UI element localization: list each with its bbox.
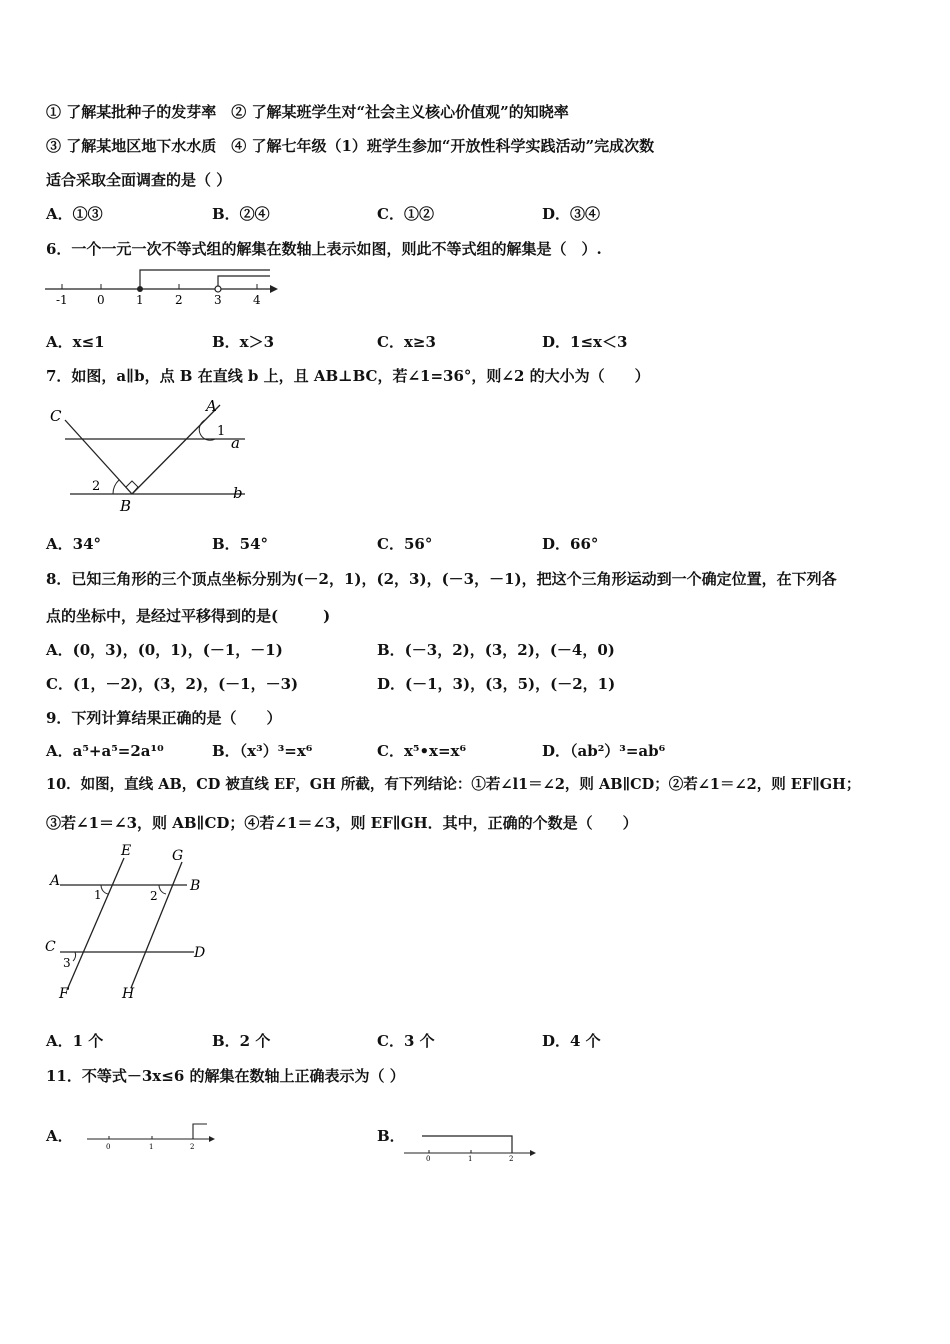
q7-label-line-b: b	[233, 484, 243, 502]
q6-option-b: B．x＞3	[212, 333, 275, 351]
q10-label-e: E	[121, 843, 132, 859]
q7-label-line-a: a	[231, 434, 240, 452]
q6-option-c: C．x≥3	[377, 333, 436, 351]
q11-stem: 11．不等式－3x≤6 的解集在数轴上正确表示为（ ）	[46, 1067, 405, 1085]
q7-stem: 7．如图，a∥b，点 B 在直线 b 上，且 AB⊥BC，若∠1=36°，则∠2 的大小为（ ）	[46, 367, 650, 385]
q10-label-d: D	[194, 945, 206, 961]
q5-line3: 适合采取全面调查的是（ ）	[46, 171, 232, 189]
q10-label-b: B	[190, 878, 201, 894]
q10-stem-line1: 10．如图，直线 AB，CD 被直线 EF，GH 所截，有下列结论：①若∠l1＝∠2，则 AB∥CD；②若∠1＝∠2，则 EF∥GH；	[46, 776, 861, 793]
q5-line1: ① 了解某批种子的发芽率 ② 了解某班学生对“社会主义核心价值观”的知晓率	[46, 103, 569, 121]
q7-label-angle-1: 1	[217, 424, 226, 439]
q11-b-tick-label: 2	[509, 1155, 514, 1163]
q11-a-tick-label: 0	[106, 1143, 111, 1151]
q7-option-b: B．54°	[212, 535, 269, 553]
q10-label-g: G	[172, 848, 184, 864]
q6-option-d: D．1≤x＜3	[542, 333, 628, 351]
q7-option-c: C．56°	[377, 535, 433, 553]
q6-tick-label: 0	[97, 293, 105, 307]
q7-option-d: D．66°	[542, 535, 599, 553]
q8-option-a: A．(0，3)，(0，1)，(－1，－1)	[46, 641, 283, 659]
q5-option-b: B．②④	[212, 205, 270, 223]
q10-label-c: C	[45, 939, 56, 955]
q10-label-angle-3: 3	[63, 956, 71, 970]
q7-label-angle-2: 2	[92, 479, 101, 494]
q5-line2: ③ 了解某地区地下水水质 ④ 了解七年级（1）班学生参加“开放性科学实践活动”完成次数	[46, 137, 655, 155]
q8-option-d: D．(－1，3)，(3，5)，(－2，1)	[377, 675, 616, 693]
q8-stem-line1: 8．已知三角形的三个顶点坐标分别为(－2，1)，(2，3)，(－3，－1)，把这个三角形运动到一个确定位置，在下列各	[46, 570, 837, 588]
q7-option-a: A．34°	[46, 535, 102, 553]
q9-option-c: C．x⁵•x=x⁶	[377, 742, 467, 760]
q11-b-tick-label: 1	[468, 1155, 473, 1163]
q10-option-a: A．1 个	[46, 1032, 104, 1050]
q10-figure	[42, 840, 217, 1008]
q6-number-line	[40, 262, 280, 307]
q11-number-line-b	[402, 1128, 542, 1164]
q7-figure	[45, 395, 255, 520]
q8-option-c: C．(1，－2)，(3，2)，(－1，－3)	[46, 675, 299, 693]
q10-label-f: F	[59, 986, 69, 1002]
q5-option-a: A．①③	[46, 205, 103, 223]
q6-tick-label: 1	[136, 293, 144, 307]
q10-stem-line2: ③若∠1＝∠3，则 AB∥CD；④若∠1＝∠3，则 EF∥GH．其中，正确的个数是（ ）	[46, 814, 638, 832]
q11-b-tick-label: 0	[426, 1155, 431, 1163]
q11-number-line-a	[85, 1118, 220, 1154]
q10-label-angle-1: 1	[94, 888, 102, 902]
q8-option-b: B．(－3，2)，(3，2)，(－4，0)	[377, 641, 615, 659]
q7-label-c: C	[50, 407, 62, 425]
q11-option-a-label: A．	[46, 1127, 73, 1145]
q5-option-c: C．①②	[377, 205, 434, 223]
q10-option-d: D．4 个	[542, 1032, 601, 1050]
q7-label-a-point: A	[206, 397, 217, 415]
q9-option-d: D．（ab²）³=ab⁶	[542, 742, 666, 760]
q6-tick-label: 3	[214, 293, 222, 307]
q6-tick-label: 2	[175, 293, 183, 307]
q10-label-angle-2: 2	[150, 889, 158, 903]
q10-option-b: B．2 个	[212, 1032, 271, 1050]
q10-label-h: H	[122, 986, 135, 1002]
q5-option-d: D．③④	[542, 205, 601, 223]
q10-label-a: A	[50, 873, 61, 889]
q6-option-a: A．x≤1	[46, 333, 105, 351]
q11-option-b-label: B．	[377, 1127, 405, 1145]
q11-a-tick-label: 2	[190, 1143, 195, 1151]
q11-a-tick-label: 1	[149, 1143, 154, 1151]
q9-stem: 9．下列计算结果正确的是（ ）	[46, 709, 282, 727]
q6-tick-label: 4	[253, 293, 261, 307]
q9-option-b: B．（x³）³=x⁶	[212, 742, 313, 760]
q8-stem-line2: 点的坐标中，是经过平移得到的是( )	[46, 607, 331, 625]
q9-option-a: A．a⁵+a⁵=2a¹⁰	[46, 742, 164, 760]
q7-label-b-point: B	[120, 497, 132, 515]
q6-tick-label: -1	[56, 293, 68, 307]
q6-stem: 6．一个一元一次不等式组的解集在数轴上表示如图，则此不等式组的解集是（ ）.	[46, 240, 602, 258]
q10-option-c: C．3 个	[377, 1032, 435, 1050]
